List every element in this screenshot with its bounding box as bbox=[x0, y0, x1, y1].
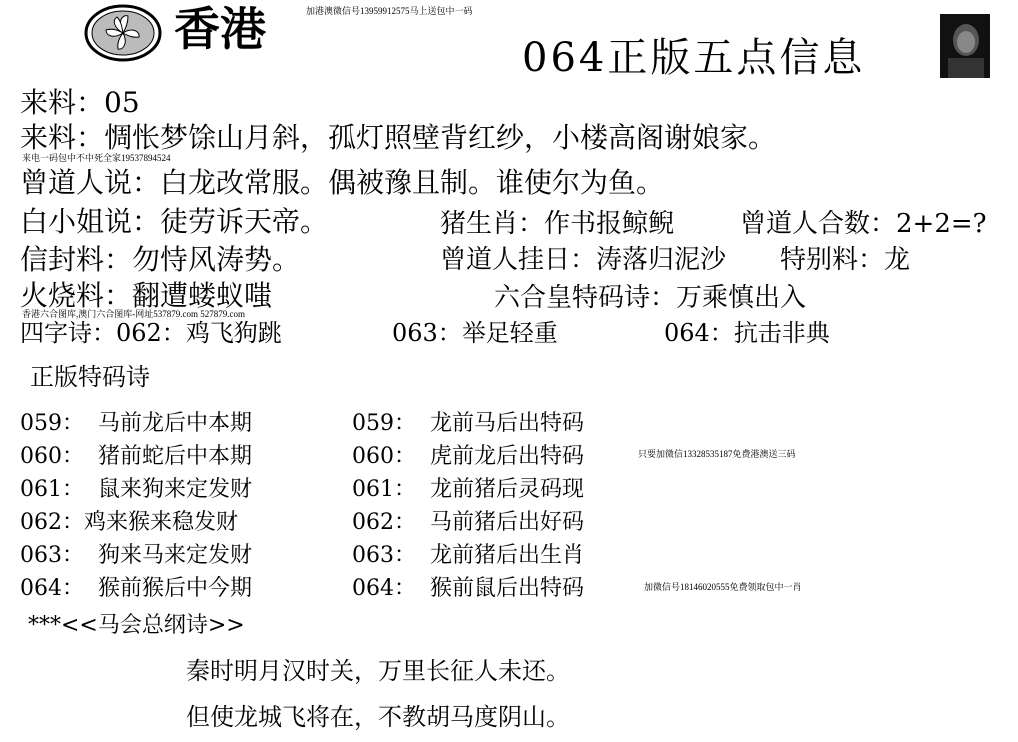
poem-text: 马前龙后中本期 bbox=[98, 411, 253, 436]
brand-title: 香港 bbox=[174, 2, 266, 56]
poem-num: 064： bbox=[20, 576, 84, 601]
sizishi-num: 063： bbox=[392, 319, 462, 347]
poem-num: 061： bbox=[20, 477, 84, 502]
portrait-icon bbox=[940, 14, 990, 78]
poem-num: 060： bbox=[20, 444, 84, 469]
poem-left-row bbox=[20, 575, 252, 603]
poem-left-row bbox=[20, 509, 238, 537]
zengdaoren-row bbox=[20, 166, 664, 200]
sizishi-row bbox=[20, 318, 282, 348]
guari-value: 涛落归泥沙 bbox=[596, 245, 727, 275]
lailiao-poem-row bbox=[20, 121, 776, 155]
poem-num: 064： bbox=[352, 576, 416, 601]
poem-right-row bbox=[352, 509, 584, 537]
heshu-value: 2+2=? bbox=[896, 209, 987, 239]
sizishi-label: 四字诗： bbox=[20, 319, 116, 347]
bauhinia-emblem-icon bbox=[84, 4, 162, 62]
ad-right-2: 加微信号18146020555免费领取包中一肖 bbox=[644, 582, 802, 592]
poem-text: 鸡来猴来稳发财 bbox=[84, 510, 239, 535]
sizishi-item bbox=[664, 318, 830, 348]
poem-text: 猴前猴后中今期 bbox=[98, 576, 253, 601]
poem-text: 龙前猪后出生肖 bbox=[430, 543, 585, 568]
poem-left-row bbox=[20, 542, 252, 570]
poem-num: 062： bbox=[20, 510, 84, 535]
poem-right-row bbox=[352, 542, 584, 570]
huoshao-label: 火烧料： bbox=[20, 279, 133, 312]
guari-label: 曾道人挂日： bbox=[440, 245, 597, 275]
heshu-label: 曾道人合数： bbox=[740, 209, 897, 239]
issue-title: 064正版五点信息 bbox=[522, 35, 866, 81]
closing-poem-line-1: 秦时明月汉时关，万里长征人未还。 bbox=[186, 657, 570, 685]
sizishi-num: 062： bbox=[116, 319, 186, 347]
poem-right-row bbox=[352, 476, 584, 504]
huoshao-row bbox=[20, 279, 272, 313]
zengdaoren-label: 曾道人说： bbox=[20, 166, 161, 199]
ad-top: 加港澳微信号13959912575马上送包中一码 bbox=[306, 6, 473, 16]
mahui-title: ***<<马会总纲诗>> bbox=[28, 613, 245, 638]
poem-num: 059： bbox=[352, 411, 416, 436]
closing-poem-line-2: 但使龙城飞将在，不教胡马度阴山。 bbox=[186, 703, 570, 731]
sizishi-text: 抗击非典 bbox=[733, 319, 830, 347]
poem-right-row bbox=[352, 575, 584, 603]
poem-text: 狗来马来定发财 bbox=[98, 543, 253, 568]
poem-text: 龙前猪后灵码现 bbox=[430, 477, 585, 502]
huoshao-value: 翻遭蝼蚁嗤 bbox=[132, 279, 273, 312]
poem-text: 鼠来狗来定发财 bbox=[98, 477, 253, 502]
sizishi-text: 鸡飞狗跳 bbox=[185, 319, 282, 347]
xinfeng-label: 信封料： bbox=[20, 243, 133, 276]
liuhehuang-row bbox=[494, 282, 806, 314]
poem-text: 龙前马后出特码 bbox=[430, 411, 585, 436]
poem-text: 猪前蛇后中本期 bbox=[98, 444, 253, 469]
lailiao-poem-label: 来料： bbox=[20, 121, 105, 154]
xinfeng-row bbox=[20, 243, 300, 277]
poem-num: 061： bbox=[352, 477, 416, 502]
xinfeng-value: 勿恃风涛势。 bbox=[132, 243, 301, 276]
lailiao-value: 05 bbox=[104, 86, 140, 119]
lailiao-poem-value: 惆怅梦馀山月斜，孤灯照壁背红纱，小楼高阁谢娘家。 bbox=[104, 121, 777, 154]
ad-url: 香港六合图库,澳门六合图库-网址537879.com 527879.com bbox=[22, 309, 245, 319]
sizishi-num: 064： bbox=[664, 319, 734, 347]
lailiao-label: 来料： bbox=[20, 86, 105, 119]
zhushengxiao-label: 猪生肖： bbox=[440, 209, 545, 239]
baixiaojie-value: 徒劳诉天帝。 bbox=[160, 205, 329, 238]
zhengban-title: 正版特码诗 bbox=[30, 363, 150, 391]
ad-laidian: 来电一码包中不中死全家19537894524 bbox=[22, 153, 171, 163]
lailiao-number-row bbox=[20, 86, 140, 120]
poem-num: 063： bbox=[20, 543, 84, 568]
zengdaoren-value: 白龙改常服。偶被豫且制。谁使尔为鱼。 bbox=[160, 166, 665, 199]
poem-text: 猴前鼠后出特码 bbox=[430, 576, 585, 601]
poem-right-row bbox=[352, 410, 584, 438]
tebie-row bbox=[780, 244, 910, 276]
heshu-row bbox=[740, 208, 987, 240]
poem-left-row bbox=[20, 476, 252, 504]
sizishi-item bbox=[392, 318, 558, 348]
poem-right-row bbox=[352, 443, 584, 471]
baixiaojie-label: 白小姐说： bbox=[20, 205, 161, 238]
poem-left-row bbox=[20, 410, 252, 438]
ad-right-1: 只要加微信13328535187免费港澳送三码 bbox=[638, 449, 796, 459]
zhushengxiao-row bbox=[440, 208, 674, 240]
poem-text: 马前猪后出好码 bbox=[430, 510, 585, 535]
tebie-value: 龙 bbox=[884, 245, 911, 275]
liuhehuang-value: 万乘慎出入 bbox=[676, 283, 807, 313]
poem-left-row bbox=[20, 443, 252, 471]
guari-row bbox=[440, 244, 726, 276]
sizishi-text: 举足轻重 bbox=[461, 319, 558, 347]
tebie-label: 特别料： bbox=[780, 245, 885, 275]
liuhehuang-label: 六合皇特码诗： bbox=[494, 283, 677, 313]
poem-num: 059： bbox=[20, 411, 84, 436]
zhushengxiao-value: 作书报鲸鲵 bbox=[544, 209, 675, 239]
poem-num: 060： bbox=[352, 444, 416, 469]
portrait-photo bbox=[940, 14, 990, 78]
poem-num: 062： bbox=[352, 510, 416, 535]
poem-num: 063： bbox=[352, 543, 416, 568]
poem-text: 虎前龙后出特码 bbox=[430, 444, 585, 469]
baixiaojie-row bbox=[20, 205, 328, 239]
